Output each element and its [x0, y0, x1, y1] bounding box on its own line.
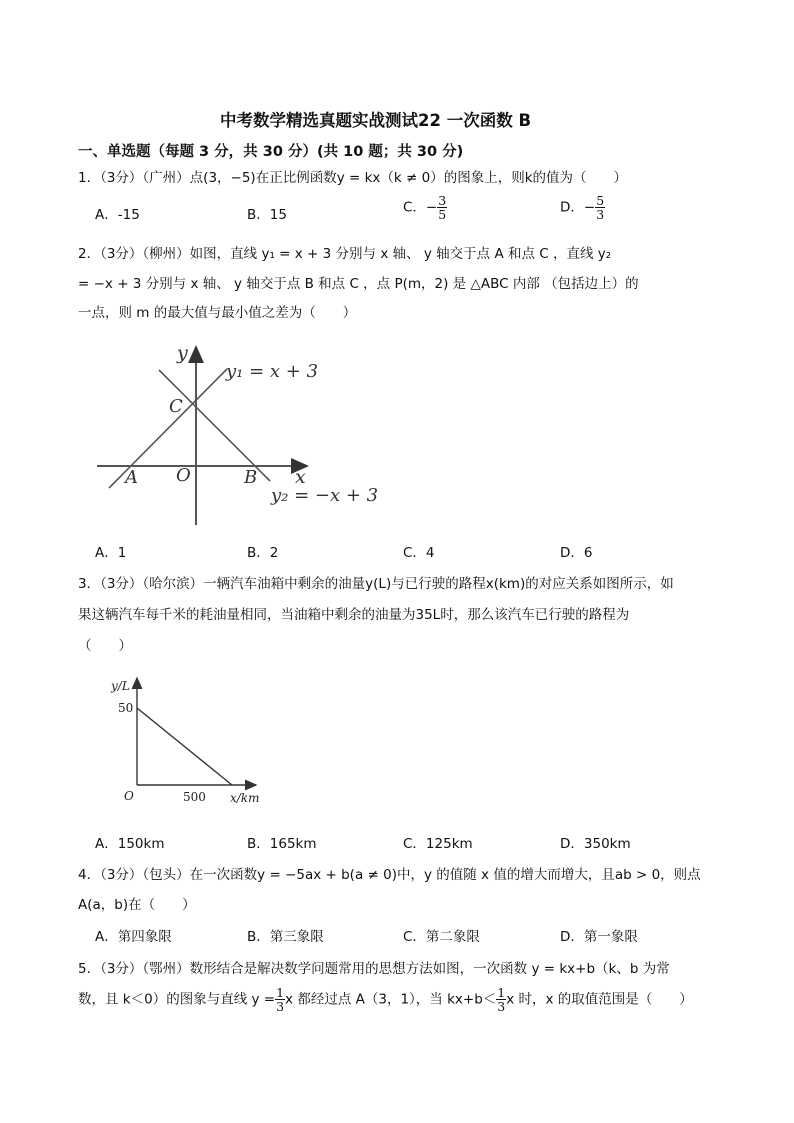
q5-line-2	[78, 986, 693, 1013]
q5-frac1-denominator: 3	[276, 999, 285, 1014]
q2-option-a[interactable]: A．1	[95, 545, 127, 561]
q2-label-y2: y₂ = −x + 3	[271, 485, 379, 506]
q1-option-b[interactable]: B．15	[247, 207, 287, 223]
q3-origin: O	[124, 789, 134, 803]
q3-y-tick: 50	[118, 701, 134, 715]
q3-option-a[interactable]: A．150km	[95, 836, 165, 852]
page-title: 中考数学精选真题实战测试22 一次函数 B	[220, 111, 532, 130]
q5-frac2-numerator: 1	[497, 985, 506, 1000]
q2-line-2: = −x + 3 分别与 x 轴、 y 轴交于点 B 和点 C ，点 P(m，2) 是 △ABC 内部 （包括边上）的	[78, 276, 639, 292]
q3-line-2: 果这辆汽车每千米的耗油量相同，当油箱中剩余的油量为35L时，那么该汽车已行驶的路程为	[78, 607, 630, 623]
q1-option-a[interactable]: A．-15	[95, 207, 140, 223]
q1-stem: 1．（3分）（广州）点(3，−5)在正比例函数y = kx（k ≠ 0）的图象上，则k的值为（ ）	[78, 170, 628, 186]
q3-y-label: y/L	[111, 679, 130, 693]
q4-line-2: A(a，b)在（ ）	[78, 897, 196, 913]
q3-x-label: x/km	[230, 791, 260, 805]
q4-option-d[interactable]: D．第一象限	[560, 929, 638, 945]
q2-figure	[85, 335, 385, 530]
q2-x-axis-label: x	[295, 466, 306, 488]
q2-point-a: A	[125, 467, 138, 488]
q2-point-b: B	[244, 467, 258, 488]
q4-option-c[interactable]: C．第二象限	[403, 929, 480, 945]
q5-line-2-part-b: x 都经过点 A（3，1），当 kx+b＜	[285, 991, 497, 1008]
q5-line-1: 5．（3分）（鄂州）数形结合是解决数学问题常用的思想方法如图，一次函数 y = kx+b（k、b 为常	[78, 961, 670, 977]
q3-option-c[interactable]: C．125km	[403, 836, 473, 852]
q1-option-d[interactable]	[560, 194, 605, 221]
q4-option-b[interactable]: B．第三象限	[247, 929, 324, 945]
q1-d-numerator: 5	[596, 193, 605, 208]
q2-point-c: C	[169, 396, 183, 417]
q4-line-1: 4．（3分）（包头）在一次函数y = −5ax + b(a ≠ 0)中，y 的值随 x 值的增大而增大，且ab > 0，则点	[78, 867, 701, 883]
q1-option-d-fraction	[595, 194, 605, 221]
q2-option-d[interactable]: D．6	[560, 545, 593, 561]
q2-line-3: 一点，则 m 的最大值与最小值之差为（ ）	[78, 305, 357, 321]
q2-line-1: 2．（3分）（柳州）如图，直线 y₁ = x + 3 分别与 x 轴、 y 轴交于点 A 和点 C ，直线 y₂	[78, 246, 612, 262]
q3-line-3: （ ）	[78, 638, 132, 654]
q4-option-a[interactable]: A．第四象限	[95, 929, 172, 945]
q1-option-c-fraction	[437, 194, 447, 221]
q5-frac2-denominator: 3	[497, 999, 506, 1014]
q1-c-denominator: 5	[438, 207, 447, 222]
q5-line-2-part-a: 数，且 k＜0）的图象与直线 y =	[78, 991, 276, 1008]
q1-c-numerator: 3	[438, 193, 447, 208]
q5-frac1-numerator: 1	[276, 985, 285, 1000]
q3-option-b[interactable]: B．165km	[247, 836, 317, 852]
q5-line-2-part-c: x 时，x 的取值范围是（ ）	[506, 991, 693, 1008]
q1-option-c-prefix: C．−	[403, 199, 438, 216]
q3-x-tick: 500	[183, 790, 206, 804]
q2-option-c[interactable]: C．4	[403, 545, 435, 561]
q3-chart	[108, 672, 268, 812]
q2-label-y1: y₁ = x + 3	[226, 361, 319, 382]
q3-line-1: 3．（3分）（哈尔滨）一辆汽车油箱中剩余的油量y(L)与已行驶的路程x(km)的对应关系如图所示，如	[78, 576, 674, 592]
q1-d-denominator: 3	[596, 207, 605, 222]
q1-option-c[interactable]	[403, 194, 447, 221]
q3-option-d[interactable]: D．350km	[560, 836, 631, 852]
section-heading: 一、单选题（每题 3 分，共 30 分）(共 10 题；共 30 分)	[78, 144, 464, 160]
q3-series-line	[137, 708, 232, 785]
q5-fraction-1	[275, 986, 285, 1013]
q5-fraction-2	[496, 986, 506, 1013]
q1-option-d-prefix: D．−	[560, 199, 596, 216]
q2-y-axis-label: y	[177, 342, 188, 364]
q2-point-o: O	[176, 465, 191, 486]
q2-option-b[interactable]: B．2	[247, 545, 279, 561]
